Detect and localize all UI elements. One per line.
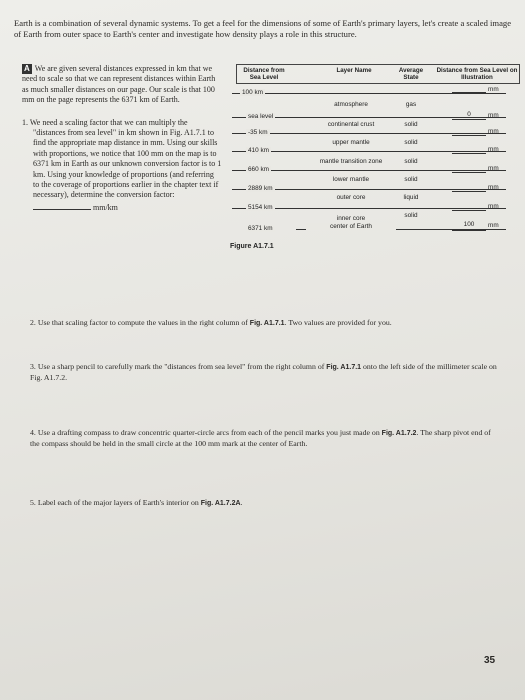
question-tail: . bbox=[240, 498, 243, 507]
answer-blank[interactable] bbox=[452, 230, 486, 231]
figure-caption: Figure A1.7.1 bbox=[230, 243, 274, 250]
question-text: Use a drafting compass to draw concentric quarter-circle arcs from each of the pencil marks you just made on bbox=[37, 428, 380, 437]
boundary-line bbox=[232, 93, 506, 94]
question-3 bbox=[30, 362, 500, 383]
layer-name: center of Earth bbox=[306, 223, 396, 230]
answer-blank[interactable] bbox=[452, 153, 486, 154]
header-illustration: Distance from Sea Level on Illustration bbox=[436, 67, 518, 81]
answer-blank[interactable] bbox=[452, 119, 486, 120]
answer-blank[interactable] bbox=[452, 172, 486, 173]
page-number: 35 bbox=[484, 655, 496, 666]
distance-label: 2889 km bbox=[248, 185, 273, 192]
distance-label: 410 km bbox=[248, 147, 269, 154]
distance-label: 660 km bbox=[248, 166, 269, 173]
header-distance: Distance from Sea Level bbox=[243, 67, 285, 81]
header-layer: Layer Name bbox=[336, 67, 372, 74]
figure-reference: Fig. A1.7.1 bbox=[326, 364, 362, 371]
mm-unit: mm bbox=[488, 146, 499, 153]
answer-blank[interactable] bbox=[452, 210, 486, 211]
question-number: 5. bbox=[30, 498, 36, 507]
question-text: Use a sharp pencil to carefully mark the "distances from sea level" from the right column of bbox=[37, 362, 325, 371]
distance-label: 6371 km bbox=[248, 225, 273, 232]
header-state: Average State bbox=[398, 67, 424, 81]
layer-name: upper mantle bbox=[332, 139, 370, 146]
figure-reference: Fig. A1.7.2 bbox=[381, 430, 417, 437]
question-1-text: We need a scaling factor that we can multiply the "distances from sea level" in km shown in Fig. A1.7.1 to find the appropriate map distance in mm. Using our skills with proportions, we notice that 100 mm on the map is to 6371 km in Earth as our unknown conversion factor is to 1 km. Using your knowledge of proportions (and referring to the coverage of proportions earlier in the chapter text if necessary), determine the conversion factor: bbox=[29, 117, 222, 200]
answer-blank[interactable] bbox=[452, 92, 486, 93]
question-tail: onto the left side of the millimeter scale on Fig. A1.7.2. bbox=[30, 362, 497, 382]
layer-name: mantle transition zone bbox=[319, 158, 383, 165]
layer-name: outer core bbox=[336, 194, 366, 201]
figure-reference: Fig. A1.7.1 bbox=[249, 320, 285, 327]
mm-value: 100 bbox=[463, 221, 475, 228]
layer-state: liquid bbox=[403, 194, 419, 201]
mm-value: 0 bbox=[467, 111, 471, 118]
answer-blank[interactable] bbox=[452, 191, 486, 192]
mm-unit: mm bbox=[488, 184, 499, 191]
mm-unit: mm bbox=[488, 86, 499, 93]
section-a-column bbox=[22, 64, 222, 213]
question-2 bbox=[30, 318, 500, 329]
layer-state: gas bbox=[405, 101, 417, 108]
question-number: 3. bbox=[30, 362, 36, 371]
mm-unit: mm bbox=[488, 165, 499, 172]
layer-state: solid bbox=[404, 176, 418, 183]
conversion-factor-blank[interactable] bbox=[33, 201, 91, 210]
figure-a1-7-1 bbox=[226, 64, 518, 254]
boundary-line bbox=[232, 170, 506, 171]
question-5 bbox=[30, 498, 500, 509]
section-a-paragraph bbox=[22, 64, 222, 106]
boundary-line bbox=[232, 151, 506, 152]
mm-unit: mm bbox=[488, 222, 499, 229]
distance-label: 5154 km bbox=[248, 204, 273, 211]
layer-state: solid bbox=[404, 212, 418, 219]
mm-unit: mm bbox=[488, 128, 499, 135]
question-1 bbox=[22, 118, 222, 214]
mm-unit: mm bbox=[488, 112, 499, 119]
section-a-text: We are given several distances expressed in km that we need to scale so that we can represent distances within Earth as much smaller distances on our page. Our scale is that 100 mm on the page represents the 6371 km of Earth. bbox=[22, 64, 216, 105]
question-tail: . Two values are provided for you. bbox=[284, 318, 392, 327]
question-text: Label each of the major layers of Earth's interior on bbox=[37, 498, 199, 507]
section-badge: A bbox=[24, 64, 30, 73]
distance-label: 100 km bbox=[242, 89, 263, 96]
layer-state: solid bbox=[404, 158, 418, 165]
answer-blank[interactable] bbox=[452, 135, 486, 136]
question-number: 2. bbox=[30, 318, 36, 327]
question-number: 4. bbox=[30, 428, 36, 437]
question-1-number: 1. bbox=[22, 117, 28, 127]
intro-paragraph: Earth is a combination of several dynamic systems. To get a feel for the dimensions of some of Earth's primary layers, let's create a scaled image of Earth from outer space to Earth's center and investigate how density plays a role in this structure. bbox=[14, 18, 512, 39]
layer-name: inner core bbox=[336, 215, 366, 222]
figure-reference: Fig. A1.7.2A bbox=[200, 500, 241, 507]
conversion-factor-unit: mm/km bbox=[93, 202, 118, 212]
question-tail: . The sharp pivot end of the compass should be held in the small circle at the 100 mm mark at the center of Earth. bbox=[30, 428, 491, 448]
layer-name: continental crust bbox=[327, 121, 375, 128]
mm-unit: mm bbox=[488, 203, 499, 210]
layer-state: solid bbox=[404, 121, 418, 128]
layer-state: solid bbox=[404, 139, 418, 146]
layer-name: atmosphere bbox=[334, 101, 368, 108]
distance-label: sea level bbox=[248, 113, 274, 120]
question-4 bbox=[30, 428, 500, 449]
question-text: Use that scaling factor to compute the values in the right column of bbox=[37, 318, 248, 327]
layer-name: lower mantle bbox=[332, 176, 370, 183]
boundary-line bbox=[232, 133, 506, 134]
distance-label: -35 km bbox=[248, 129, 268, 136]
